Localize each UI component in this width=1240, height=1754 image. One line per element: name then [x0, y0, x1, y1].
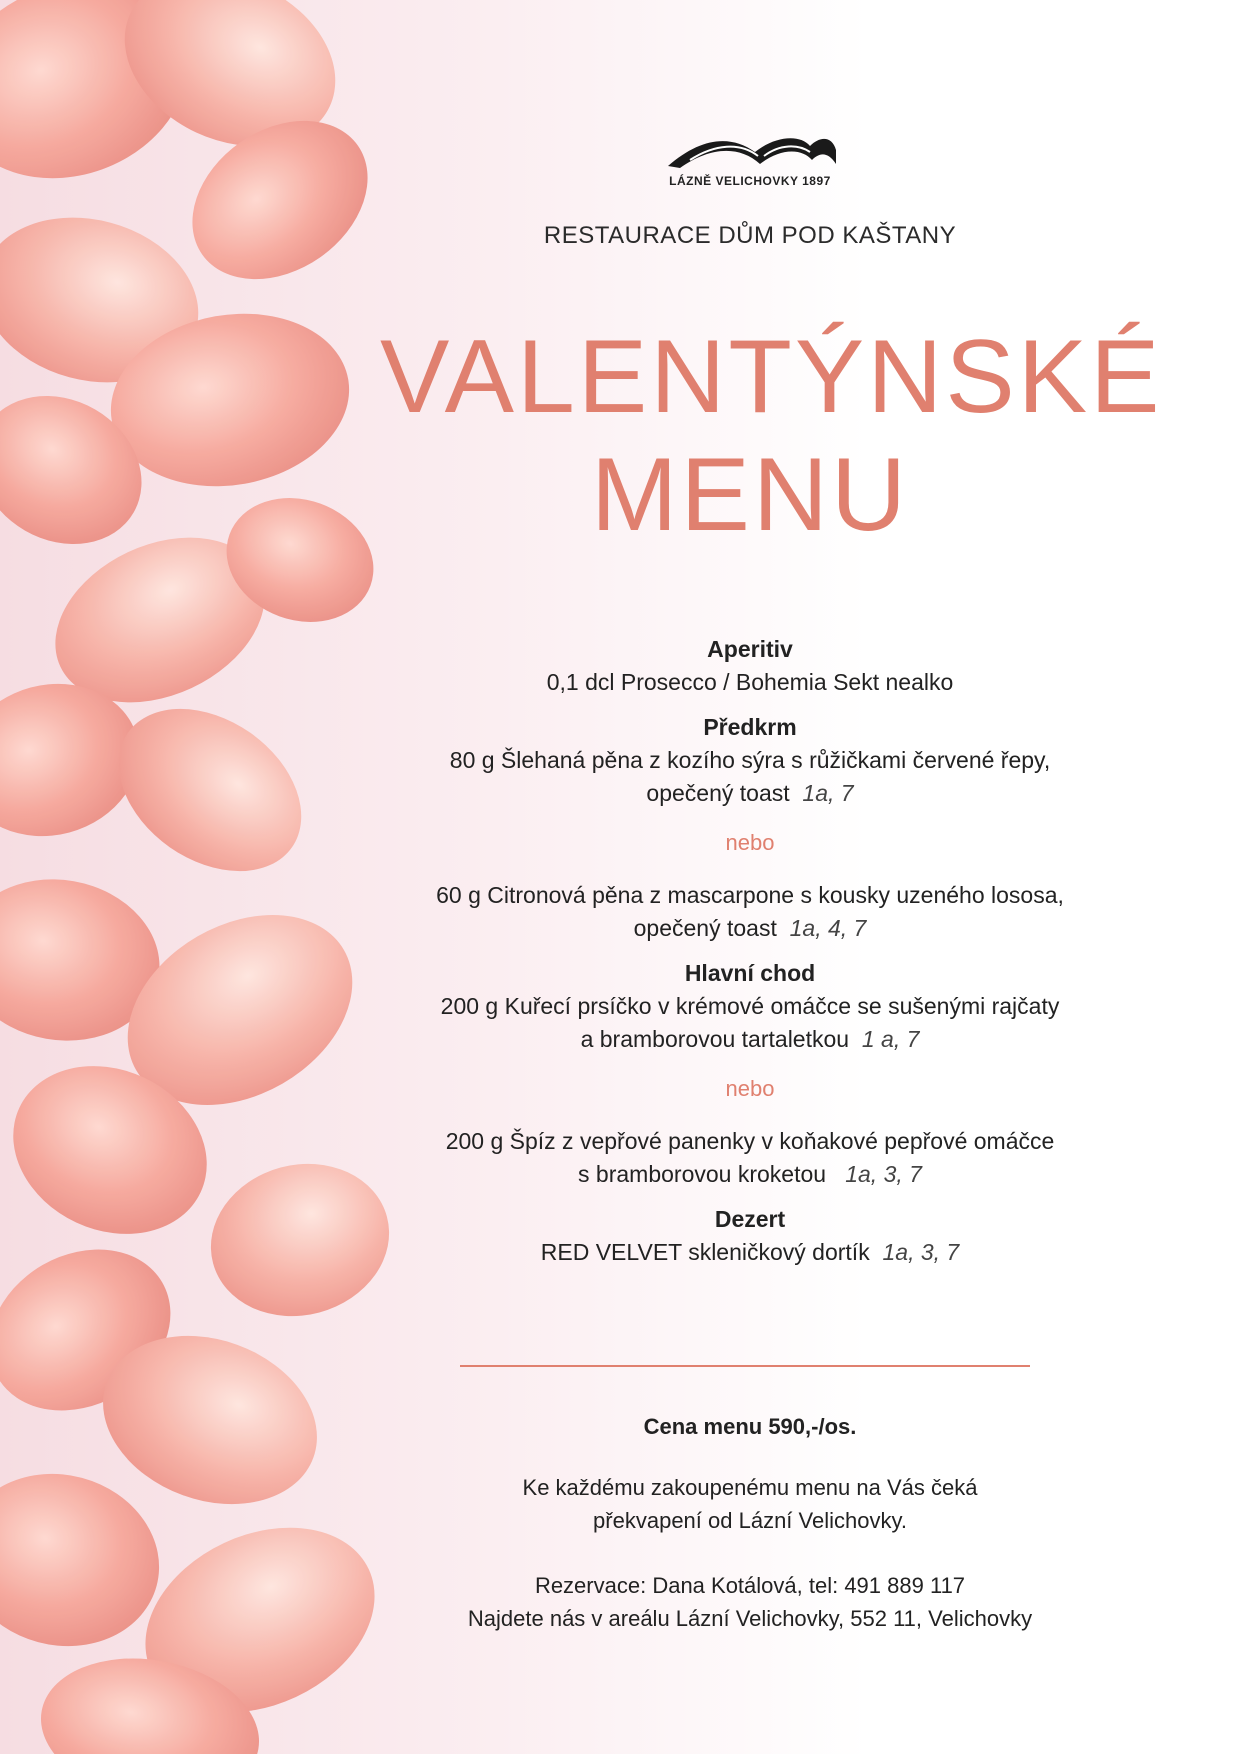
menu-price: Cena menu 590,-/os. — [643, 1414, 857, 1439]
logo-text: LÁZNĚ VELICHOVKY 1897 — [669, 174, 831, 188]
reservation-contact: Rezervace: Dana Kotálová, tel: 491 889 117 — [534, 1573, 966, 1598]
hlavni-option1-line2: a bramborovou tartaletkou 1 a, 7 — [580, 1026, 920, 1052]
aperitiv-item: 0,1 dcl Prosecco / Bohemia Sekt nealko — [546, 669, 954, 695]
allergens: 1a, 3, 7 — [845, 1161, 922, 1187]
wave-logo-icon — [660, 130, 840, 172]
note-line-1: Ke každému zakoupenému menu na Vás čeká — [522, 1475, 978, 1500]
title-line-2: MENU — [590, 437, 910, 553]
page-title — [380, 318, 1163, 554]
hlavni-option2-line2: s bramborovou kroketou 1a, 3, 7 — [578, 1161, 922, 1187]
aperitiv-heading: Aperitiv — [707, 636, 793, 662]
predkrm-option2-line2: opečený toast 1a, 4, 7 — [633, 915, 867, 941]
predkrm-heading: Předkrm — [703, 714, 797, 740]
allergens: 1a, 7 — [802, 780, 854, 806]
note-line-2: překvapení od Lázní Velichovky. — [593, 1508, 907, 1533]
predkrm-option1-line1: 80 g Šlehaná pěna z kozího sýra s růžičkami červené řepy, — [449, 747, 1051, 773]
allergens: 1 a, 7 — [861, 1026, 920, 1052]
predkrm-option2-line1: 60 g Citronová pěna z mascarpone s kousky uzeného lososa, — [436, 882, 1064, 908]
address: Najdete nás v areálu Lázní Velichovky, 552 11, Velichovky — [467, 1606, 1033, 1631]
allergens: 1a, 3, 7 — [882, 1239, 960, 1265]
or-separator: nebo — [725, 830, 775, 855]
hlavni-option1-line1: 200 g Kuřecí prsíčko v krémové omáčce se sušenými rajčaty — [440, 993, 1060, 1019]
dezert-item: RED VELVET skleničkový dortík 1a, 3, 7 — [540, 1239, 960, 1265]
title-line-1: VALENTÝNSKÉ — [380, 319, 1163, 435]
menu-list — [380, 633, 1120, 1269]
predkrm-option1-line2: opečený toast 1a, 7 — [646, 780, 854, 806]
dezert-heading: Dezert — [714, 1206, 786, 1232]
divider — [460, 1365, 1030, 1367]
spa-logo — [650, 130, 850, 200]
rose-petals-decoration — [0, 0, 440, 1754]
allergens: 1a, 4, 7 — [789, 915, 867, 941]
or-separator: nebo — [725, 1076, 775, 1101]
footer-info — [380, 1410, 1120, 1635]
hlavni-heading: Hlavní chod — [684, 960, 816, 986]
restaurant-name: RESTAURACE DŮM POD KAŠTANY — [543, 222, 957, 249]
menu-content — [380, 0, 1163, 1754]
hlavni-option2-line1: 200 g Špíz z vepřové panenky v koňakové pepřové omáčce — [445, 1128, 1055, 1154]
